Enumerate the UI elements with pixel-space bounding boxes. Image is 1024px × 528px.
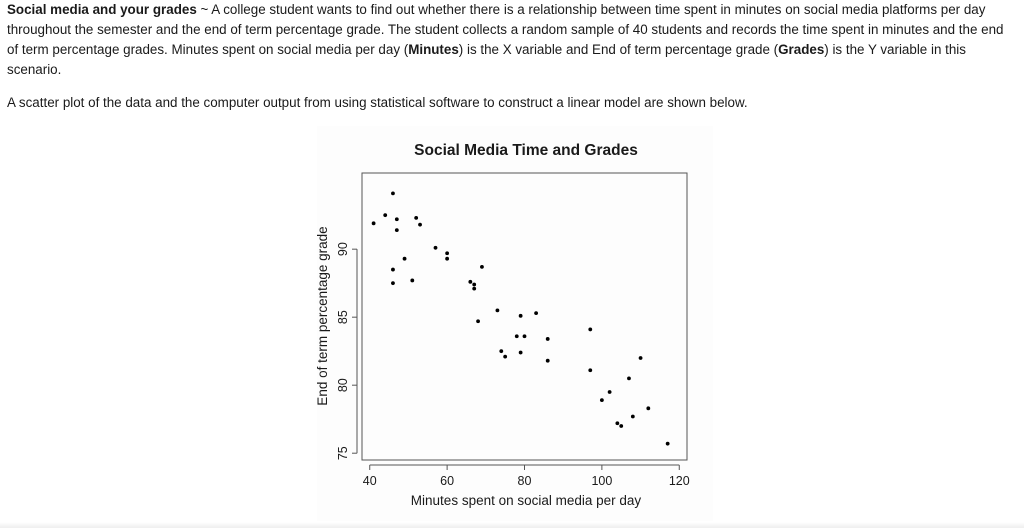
- data-point: [600, 398, 604, 402]
- x-tick-label: 80: [517, 474, 532, 488]
- scatter-intro-paragraph: A scatter plot of the data and the computer output from using statistical software to construct a linear model are shown below.: [7, 95, 748, 110]
- y-axis-label: End of term percentage grade: [315, 226, 330, 406]
- data-point: [476, 319, 480, 323]
- data-point: [639, 356, 643, 360]
- scatter-figure: [317, 126, 713, 521]
- data-point: [395, 217, 399, 221]
- data-point: [666, 442, 670, 446]
- data-point: [472, 287, 476, 291]
- data-point: [519, 314, 523, 318]
- data-point: [588, 368, 592, 372]
- data-point: [383, 213, 387, 217]
- intro-text-3: ) is the Y variable in this scenario.: [7, 42, 966, 77]
- data-point: [391, 192, 395, 196]
- data-point: [515, 334, 519, 338]
- data-point: [646, 406, 650, 410]
- y-tick-label: 75: [336, 446, 350, 461]
- page-bottom-edge: [0, 522, 1024, 528]
- data-point: [608, 390, 612, 394]
- y-variable-name: Grades: [778, 42, 825, 57]
- data-point: [418, 223, 422, 227]
- data-point: [410, 279, 414, 283]
- data-point: [395, 228, 399, 232]
- x-tick-label: 100: [591, 474, 613, 488]
- data-point: [468, 280, 472, 284]
- problem-text: [7, 0, 1012, 113]
- data-point: [496, 308, 500, 312]
- x-axis: [363, 465, 690, 488]
- data-point: [445, 257, 449, 261]
- data-point: [523, 334, 527, 338]
- data-point: [546, 359, 550, 363]
- data-point: [391, 281, 395, 285]
- intro-text-1: A college student wants to find out whether there is a relationship between time spent in minutes on social media platforms per day throughout the semester and the end of term percentage grade. The student collects a random sample of 40 students and records the time spent in minutes and the end of term percentage grades. Minutes spent on social media per day (: [7, 2, 1004, 57]
- data-point: [472, 283, 476, 287]
- chart-title: Social Media Time and Grades: [414, 142, 638, 159]
- data-point: [631, 415, 635, 419]
- y-tick-label: 85: [336, 310, 350, 325]
- data-point: [403, 257, 407, 261]
- x-tick-label: 60: [440, 474, 455, 488]
- problem-title: Social media and your grades: [7, 2, 197, 17]
- data-point: [546, 337, 550, 341]
- data-point: [615, 421, 619, 425]
- x-tick-label: 120: [668, 474, 690, 488]
- x-variable-name: Minutes: [408, 42, 459, 57]
- data-point: [445, 251, 449, 255]
- data-point: [391, 268, 395, 272]
- data-point: [588, 328, 592, 332]
- data-point: [534, 311, 538, 315]
- y-tick-label: 90: [336, 242, 350, 257]
- y-axis: [336, 242, 357, 460]
- y-tick-label: 80: [336, 378, 350, 393]
- data-point: [480, 265, 484, 269]
- x-axis-label: Minutes spent on social media per day: [410, 493, 642, 508]
- title-separator: ~: [196, 2, 212, 17]
- intro-text-2: ) is the X variable and End of term percentage grade (: [458, 42, 779, 57]
- data-points: [372, 192, 670, 446]
- scatter-chart: [317, 126, 713, 521]
- data-point: [619, 424, 623, 428]
- x-tick-label: 40: [362, 474, 377, 488]
- intro-paragraph: [7, 0, 1012, 80]
- data-point: [499, 349, 503, 353]
- data-point: [503, 355, 507, 359]
- data-point: [414, 216, 418, 220]
- data-point: [627, 376, 631, 380]
- data-point: [519, 351, 523, 355]
- data-point: [434, 246, 438, 250]
- data-point: [372, 221, 376, 225]
- plot-area: [362, 173, 687, 460]
